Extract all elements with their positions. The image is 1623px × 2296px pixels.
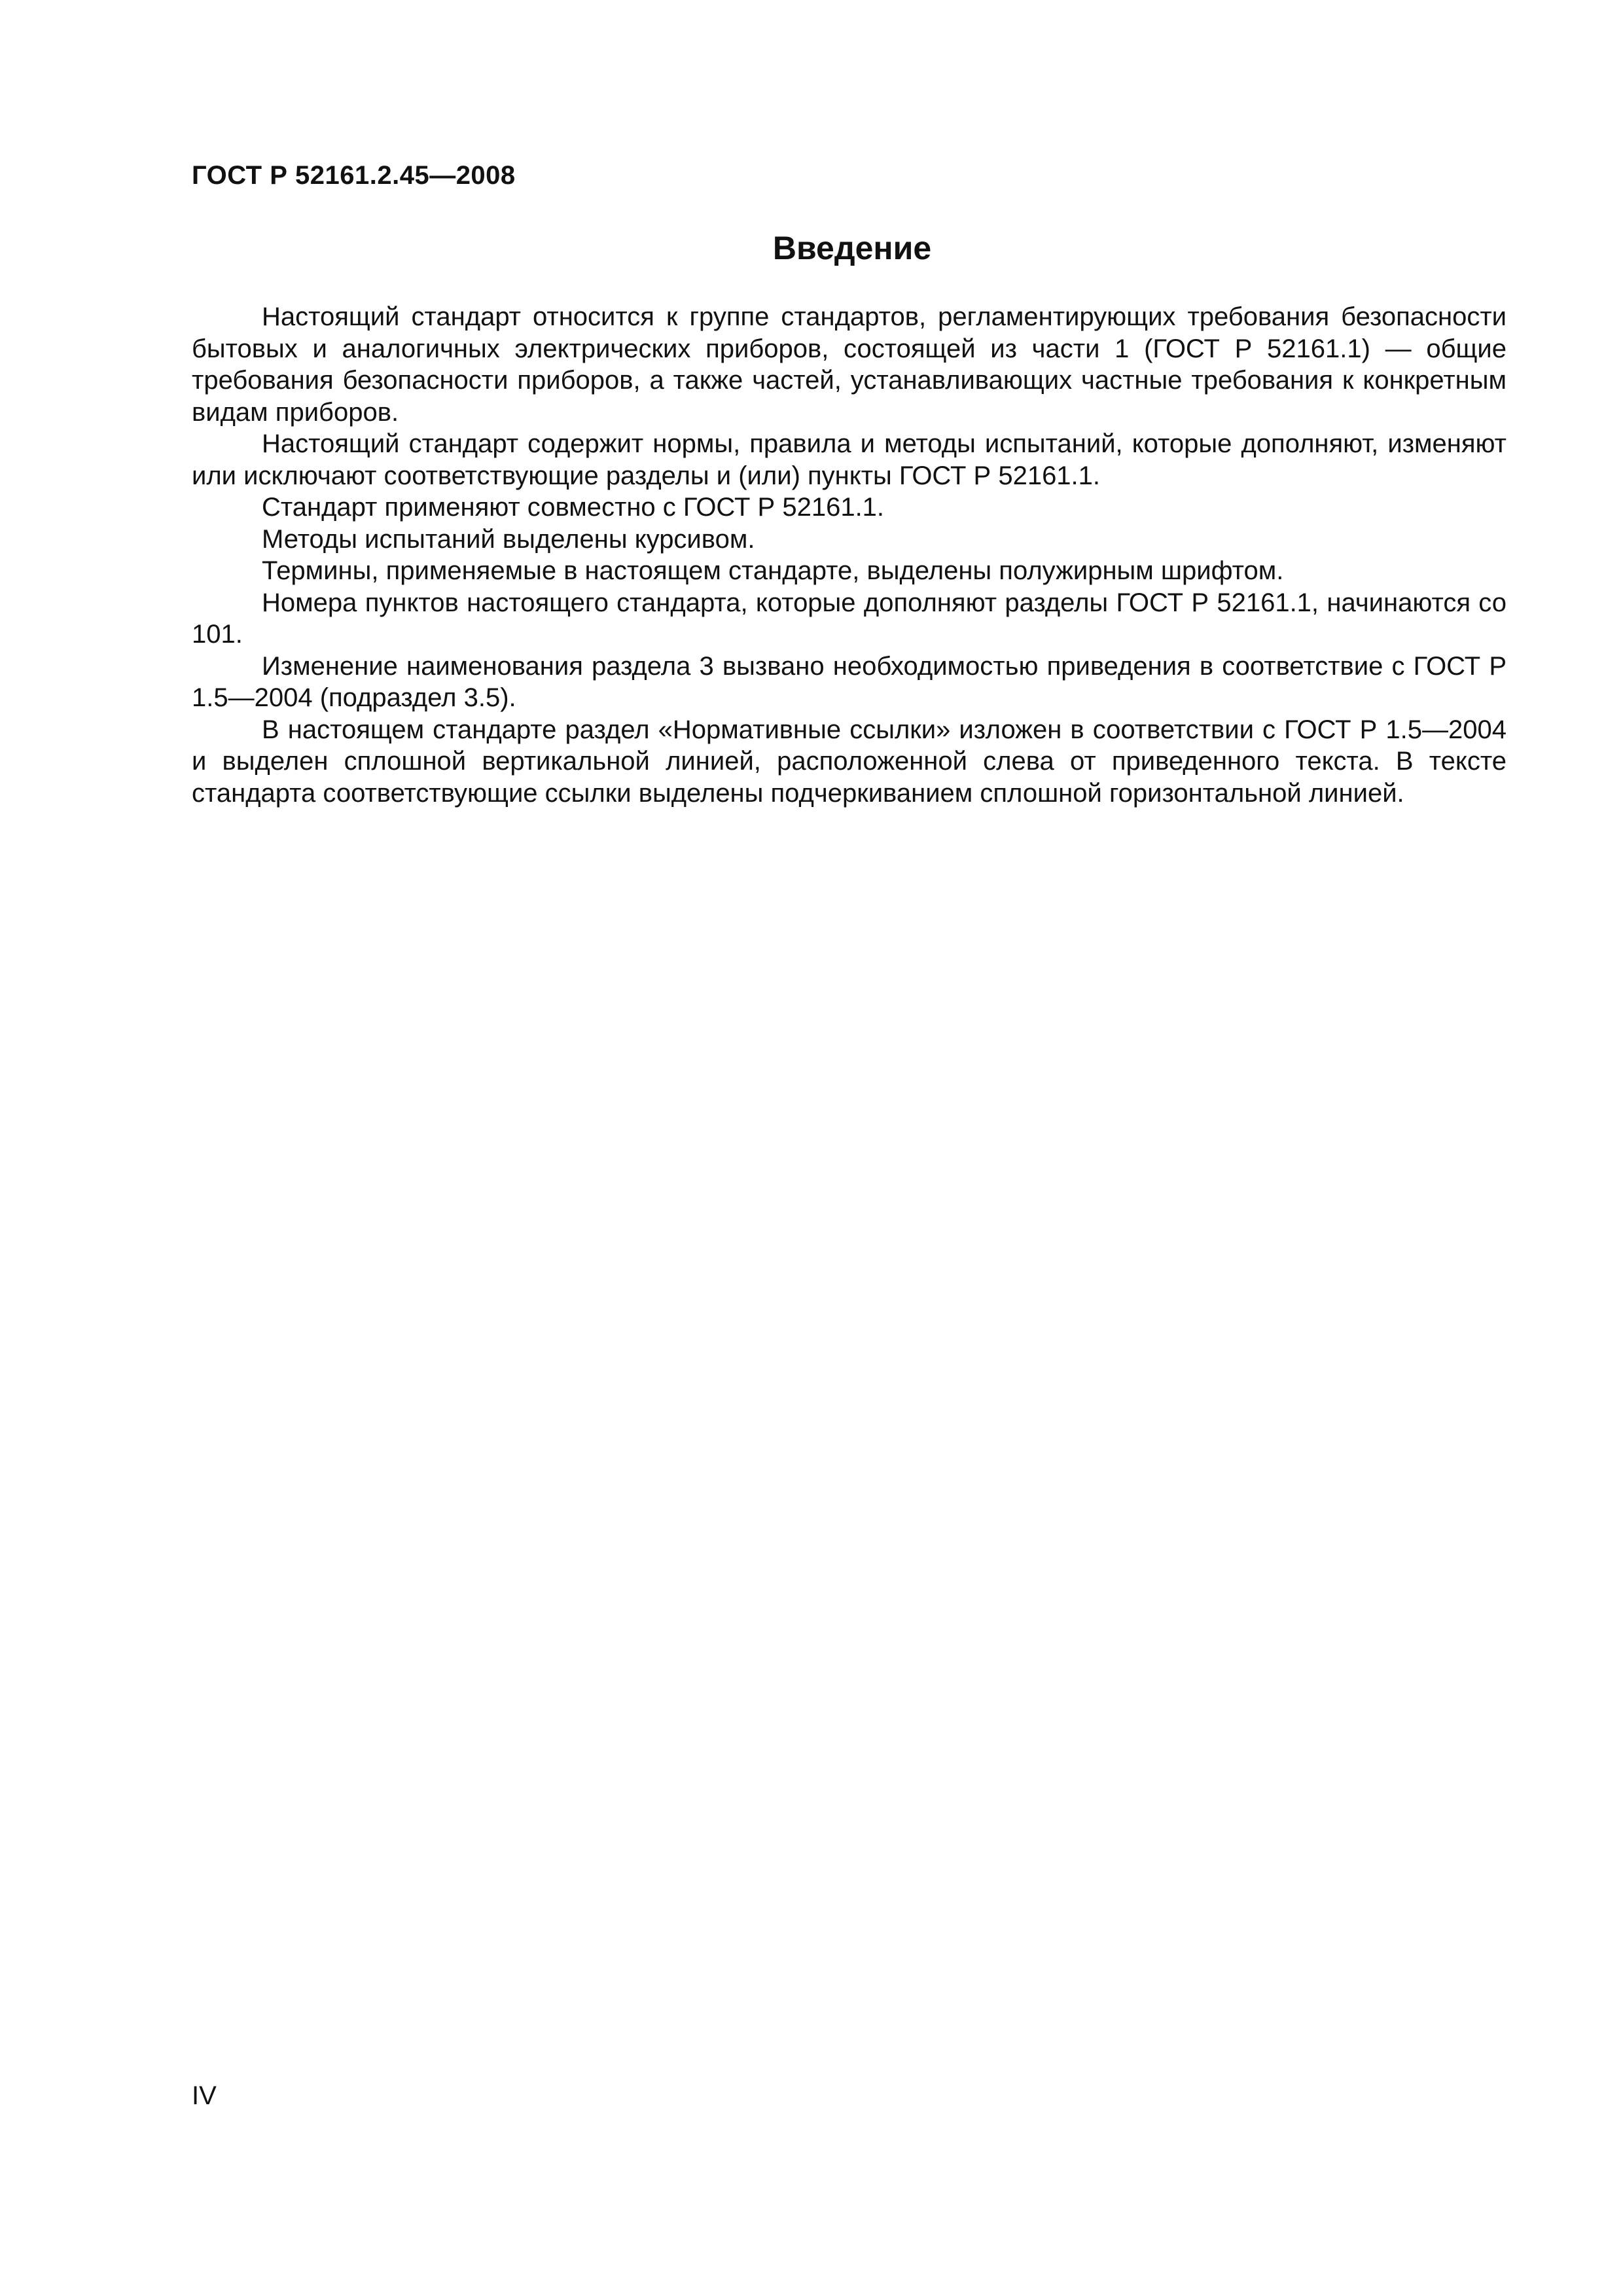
- section-title: Введение: [772, 230, 932, 266]
- paragraph: Стандарт применяют совместно с ГОСТ Р 52161.1.: [262, 493, 885, 522]
- paragraph: Настоящий стандарт содержит нормы, правила и методы испытаний, которые дополняют, изменяют или исключают соответствующие разделы и (или) пункты ГОСТ Р 52161.1.: [192, 429, 1507, 490]
- paragraph: Термины, применяемые в настоящем стандарте, выделены полужирным шрифтом.: [262, 556, 1284, 585]
- paragraph: Методы испытаний выделены курсивом.: [262, 524, 755, 554]
- paragraph: Изменение наименования раздела 3 вызвано необходимостью приведения в соответствие с ГОСТ Р 1.5—2004 (подраздел 3.5).: [192, 651, 1507, 712]
- paragraph: Номера пунктов настоящего стандарта, которые дополняют разделы ГОСТ Р 52161.1, начинаются со 101.: [192, 588, 1507, 649]
- document-body: [192, 301, 1507, 809]
- paragraph: В настоящем стандарте раздел «Нормативные ссылки» изложен в соответствии с ГОСТ Р 1.5—2004 и выделен сплошной вертикальной линией, расположенной слева от приведенного текста. В тексте стандарта соответствующие ссылки выделены подчеркиванием сплошной горизонтальной линией.: [192, 715, 1507, 808]
- page-number: IV: [192, 2081, 217, 2110]
- document-code: ГОСТ Р 52161.2.45—2008: [192, 161, 516, 190]
- paragraph: Настоящий стандарт относится к группе стандартов, регламентирующих требования безопасности бытовых и аналогичных электрических приборов, состоящей из части 1 (ГОСТ Р 52161.1) — общие требования безопасности приборов, а также частей, устанавливающих частные требования к конкретным видам приборов.: [192, 302, 1507, 427]
